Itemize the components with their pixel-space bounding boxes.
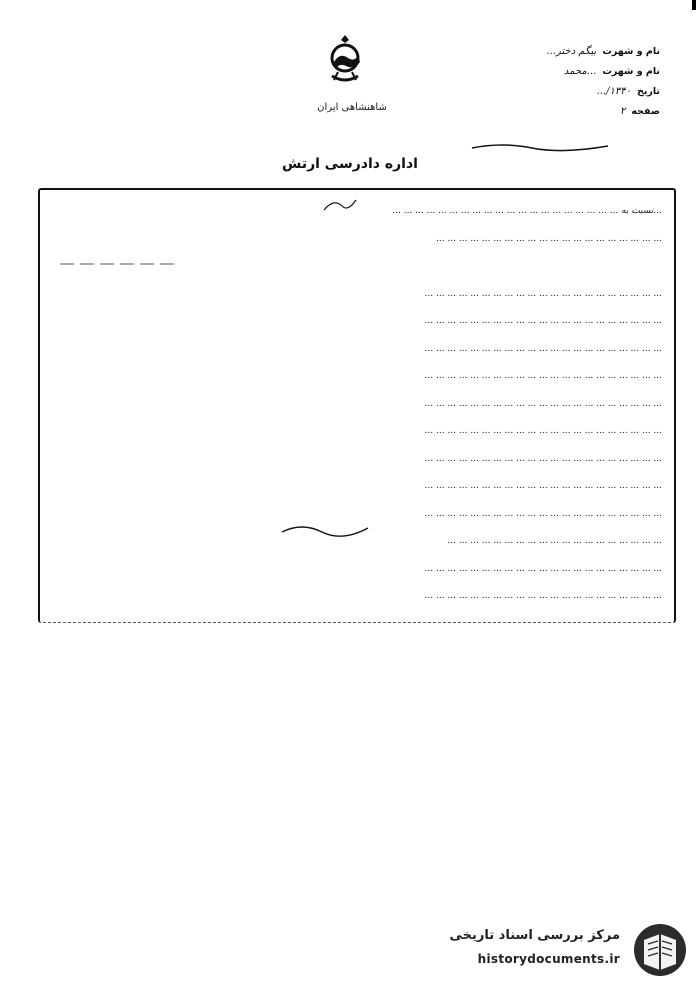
text-line: ... ... ... ... ... ... ... ... ... ... ... ... ... ... ... ... ... ... ... ... ...	[424, 453, 662, 464]
text-line: ... ... ... ... ... ... ... ... ... ... ... ... ... ... ... ... ... ... ... ... ...	[424, 316, 662, 326]
text-line: ... ... ... ... ... ... ... ... ... ... ... ... ... ... ... ... ... ... ... ... ...	[424, 426, 662, 436]
header-fields	[438, 42, 660, 122]
corner-mark	[692, 0, 696, 10]
header-field-page	[438, 102, 660, 122]
text-line: ... ... ... ... ... ... ... ... ... ... ... ... ... ... ... ... ... ... ... ...	[435, 233, 662, 244]
archive-watermark	[418, 922, 694, 978]
letter-body	[38, 188, 676, 623]
field-label: صفحه	[631, 106, 660, 117]
book-emblem-icon	[632, 922, 688, 978]
emblem-caption: شاهنشاهی ایران	[317, 102, 387, 113]
text-line: ...نسبت به ... ... ... ... ... ... ... ... ... ... ... ... ... ... ... ... ... ... ... ...	[392, 206, 662, 216]
ink-dashes	[60, 258, 180, 270]
field-value: ۲	[619, 106, 626, 117]
text-line: ... ... ... ... ... ... ... ... ... ... ... ... ... ... ... ... ... ... ... ... ...	[424, 371, 662, 381]
field-label: تاریخ	[636, 86, 660, 97]
field-value: ...محمد	[563, 66, 597, 77]
text-line: ... ... ... ... ... ... ... ... ... ... ... ... ... ... ... ... ... ... ... ... ...	[424, 343, 662, 354]
watermark-title: مرکز بررسی اسناد تاریخی	[449, 928, 620, 943]
field-value: ۱۳۴۰/...	[596, 86, 631, 97]
text-line: ... ... ... ... ... ... ... ... ... ... ... ... ... ... ... ... ... ... ... ... ...	[424, 288, 662, 299]
field-label: نام و شهرت	[602, 46, 660, 57]
text-line: ... ... ... ... ... ... ... ... ... ... ... ... ... ... ... ... ... ... ...	[447, 536, 662, 546]
field-value: بیگم دختر...	[546, 46, 597, 57]
text-line: ... ... ... ... ... ... ... ... ... ... ... ... ... ... ... ... ... ... ... ... ...	[424, 398, 662, 409]
text-line: ... ... ... ... ... ... ... ... ... ... ... ... ... ... ... ... ... ... ... ... ...	[424, 481, 662, 491]
watermark-url: historydocuments.ir	[477, 952, 620, 966]
underline-flourish	[280, 518, 370, 540]
text-line: ... ... ... ... ... ... ... ... ... ... ... ... ... ... ... ... ... ... ... ... ...	[424, 508, 662, 519]
header-field-father	[438, 62, 660, 82]
text-line: ... ... ... ... ... ... ... ... ... ... ... ... ... ... ... ... ... ... ... ... ...	[424, 563, 662, 574]
signature-stroke	[470, 140, 610, 154]
ink-mark	[320, 196, 360, 214]
header-field-name	[438, 42, 660, 62]
lion-and-sun-emblem-icon	[322, 32, 368, 84]
text-line: ... ... ... ... ... ... ... ... ... ... ... ... ... ... ... ... ... ... ... ... ...	[424, 591, 662, 601]
field-label: نام و شهرت	[602, 66, 660, 77]
document-title: اداره دادرسی ارتش	[282, 156, 418, 172]
header-field-date	[438, 82, 660, 102]
